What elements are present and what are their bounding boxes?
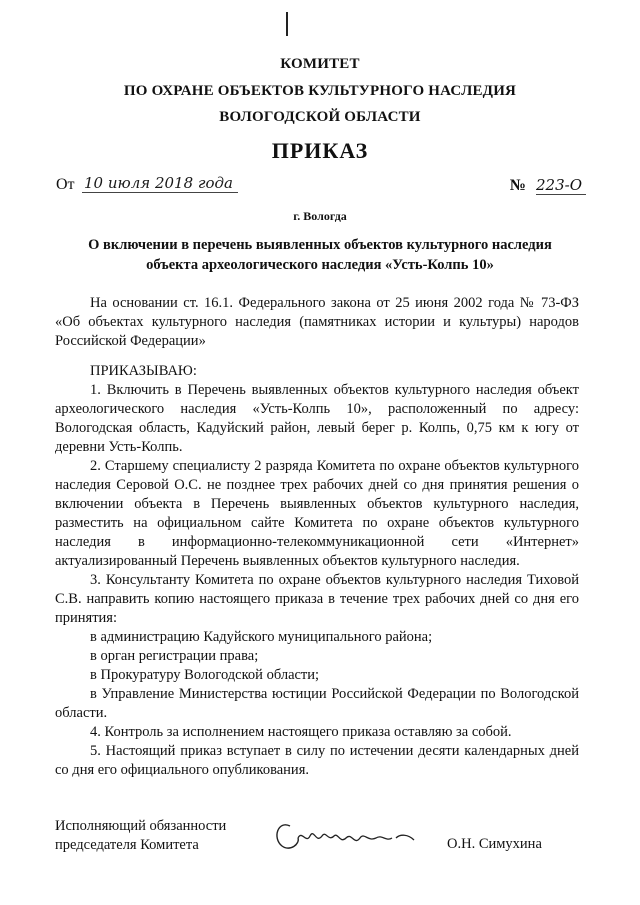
order-items	[55, 381, 579, 780]
date-prefix: От	[56, 176, 75, 193]
order-item-3: 3. Консультанту Комитета по охране объектов культурного наследия Тиховой С.В. направить копию настоящего приказа в течение трех рабочих дней со дня его принятия:	[55, 572, 579, 626]
recipient-3: в Прокуратуру Вологодской области;	[90, 667, 320, 683]
order-item-5: 5. Настоящий приказ вступает в силу по истечении десяти календарных дней со дня его официального опубликования.	[55, 743, 579, 778]
signatory-name: О.Н. Симухина	[447, 836, 542, 852]
order-item-2: 2. Старшему специалисту 2 разряда Комитета по охране объектов культурного наследия Серовой О.С. не позднее трех рабочих дней со дня принятия решения о включении объекта в Перечень выявленных объектов культурного наследия, разместить на официальном сайте Комитета по охране объектов культурного наследия в информационно-телекоммуникационной сети «Интернет» актуализированный Перечень выявленных объектов культурного наследия.	[55, 458, 579, 569]
page-mark	[286, 12, 288, 36]
number-prefix: №	[509, 177, 526, 194]
order-subject: О включении в перечень выявленных объектов культурного наследия объекта археологического наследия «Усть-Колпь 10»	[88, 237, 552, 273]
order-word: ПРИКАЗЫВАЮ:	[90, 363, 197, 379]
document-type: ПРИКАЗ	[271, 138, 369, 163]
signatory-title-line1: Исполняющий обязанности	[55, 818, 227, 834]
recipient-4: в Управление Министерства юстиции Российской Федерации по Вологодской области.	[55, 686, 579, 721]
order-item-4: 4. Контроль за исполнением настоящего приказа оставляю за собой.	[90, 724, 512, 740]
handwritten-signature	[268, 810, 428, 860]
order-item-1: 1. Включить в Перечень выявленных объектов культурного наследия объект археологического наследия «Усть-Колпь 10», расположенный по адресу: Вологодская область, Кадуйский район, левый берег р. Колпь, 0,75 км к югу от деревни Усть-Колпь.	[55, 382, 579, 455]
committee-title-line3: ВОЛОГОДСКОЙ ОБЛАСТИ	[219, 109, 421, 125]
date-number-row	[56, 176, 586, 200]
handwritten-date: 10 июля 2018 года	[82, 174, 238, 193]
order-number	[510, 176, 586, 195]
recipient-2: в орган регистрации права;	[90, 648, 259, 664]
signatory-title	[55, 817, 226, 855]
signatory-title-line2: председателя Комитета	[55, 837, 199, 853]
recipient-1: в администрацию Кадуйского муниципального района;	[90, 629, 433, 645]
committee-title-line1: КОМИТЕТ	[280, 56, 360, 72]
city: г. Вологда	[293, 209, 347, 223]
handwritten-number: 223-О	[536, 176, 586, 195]
legal-basis: На основании ст. 16.1. Федерального закона от 25 июня 2002 года № 73-ФЗ «Об объектах культурного наследия (памятниках истории и культуры) народов Российской Федерации»	[55, 295, 579, 349]
committee-title-line2: ПО ОХРАНЕ ОБЪЕКТОВ КУЛЬТУРНОГО НАСЛЕДИЯ	[123, 83, 517, 99]
